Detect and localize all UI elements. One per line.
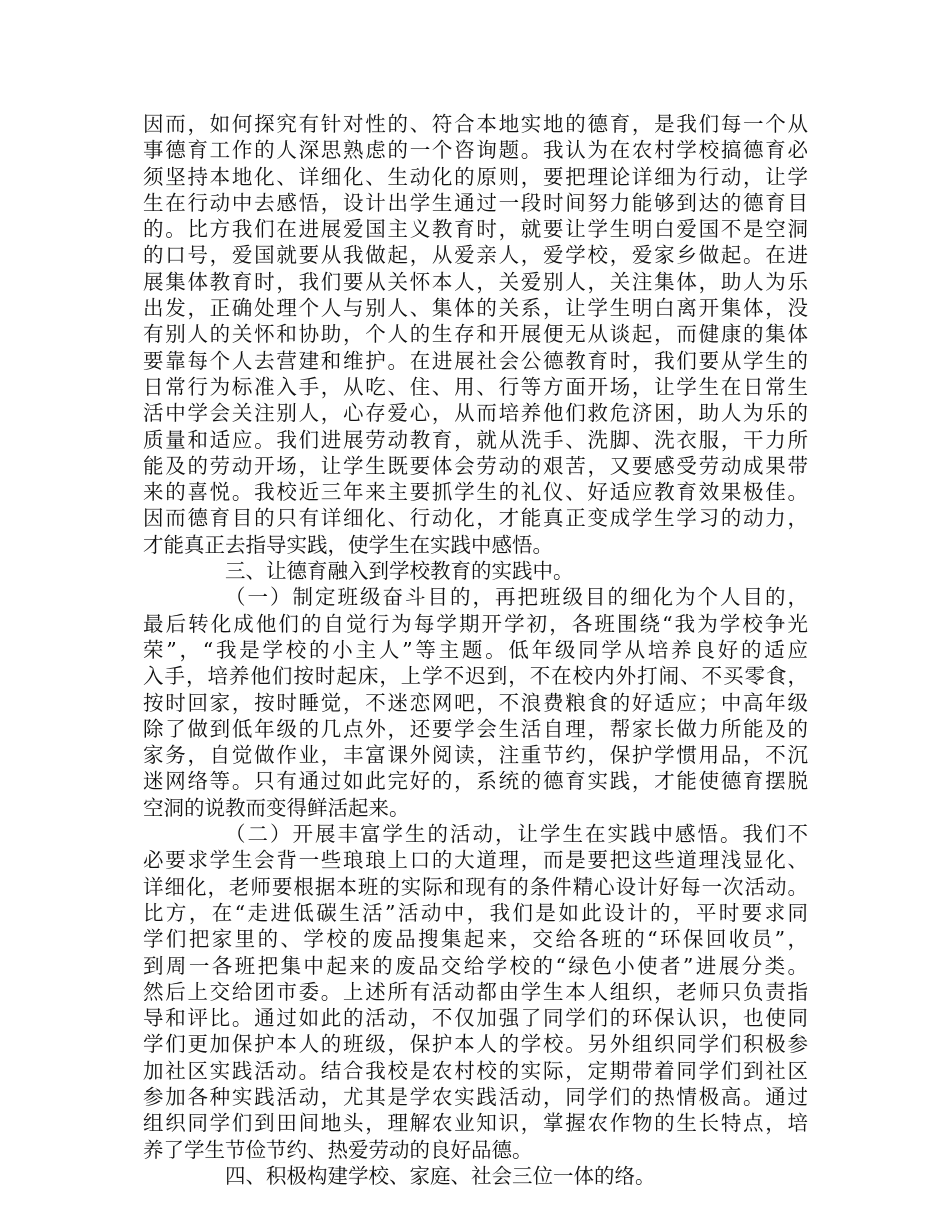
text-line: 的口号，爱国就要从我做起，从爱亲人，爱学校，爱家乡做起。在进 — [143, 243, 808, 268]
text-line: 质量和适应。我们进展劳动教育，就从洗手、洗脚、洗衣服，干力所 — [143, 427, 808, 452]
text-line: 活中学会关注别人，心存爱心，从而培养他们救危济困，助人为乐的 — [143, 401, 808, 426]
text-line: 导和评比。通过如此的活动，不仅加强了同学们的环保认识，也使同 — [143, 1006, 808, 1031]
text-line: 参加各种实践活动，尤其是学农实践活动，同学们的热情极高。通过 — [143, 1084, 808, 1109]
text-line: 出发，正确处理个人与别人、集体的关系，让学生明白离开集体，没 — [143, 296, 808, 321]
text-line: 详细化，老师要根据本班的实际和现有的条件精心设计好每一次活动。 — [143, 874, 808, 899]
text-line: 因而，如何探究有针对性的、符合本地实地的德育，是我们每一个从 — [143, 112, 808, 136]
text-line: 能及的劳动开场，让学生既要体会劳动的艰苦，又要感受劳动成果带 — [143, 453, 808, 478]
text-line: 最后转化成他们的自觉行为每学期开学初，各班围绕“我为学校争光 — [143, 611, 808, 636]
text-line: 迷网络等。只有通过如此完好的，系统的德育实践，才能使德育摆脱 — [143, 769, 808, 794]
subsection-heading: （二）开展丰富学生的活动，让学生在实践中感悟。我们不 — [225, 822, 808, 847]
section-heading: 四、积极构建学校、家庭、社会三位一体的络。 — [225, 1163, 656, 1188]
text-line: 加社区实践活动。结合我校是农村校的实际，定期带着同学们到社区 — [143, 1058, 808, 1083]
text-line: 须坚持本地化、详细化、生动化的原则，要把理论详细为行动，让学 — [143, 164, 808, 189]
text-line: 必要求学生会背一些琅琅上口的大道理，而是要把这些道理浅显化、 — [143, 848, 808, 873]
text-line: 入手，培养他们按时起床，上学不迟到，不在校内外打闹、不买零食， — [143, 664, 808, 689]
text-line: 空洞的说教而变得鲜活起来。 — [143, 795, 410, 820]
text-line: 的。比方我们在进展爱国主义教育时，就要让学生明白爱国不是空洞 — [143, 217, 808, 242]
text-line: 荣”，“我是学校的小主人”等主题。低年级同学从培养良好的适应 — [143, 637, 808, 662]
text-line: 然后上交给团市委。上述所有活动都由学生本人组织，老师只负责指 — [143, 979, 808, 1004]
text-line: 生在行动中去感悟，设计出学生通过一段时间努力能够到达的德育目 — [143, 190, 808, 215]
text-line: 有别人的关怀和协助，个人的生存和开展便无从谈起，而健康的集体 — [143, 322, 808, 347]
text-line: 因而德育目的只有详细化、行动化，才能真正变成学生学习的动力， — [143, 506, 808, 531]
text-line: 比方，在“走进低碳生活”活动中，我们是如此设计的，平时要求同 — [143, 900, 808, 925]
text-line: 要靠每个人去营建和维护。在进展社会公德教育时，我们要从学生的 — [143, 348, 808, 373]
text-line: 家务，自觉做作业，丰富课外阅读，注重节约，保护学惯用品，不沉 — [143, 743, 808, 768]
section-heading: 三、让德育融入到学校教育的实践中。 — [225, 559, 574, 584]
text-line: 养了学生节俭节约、热爱劳动的良好品德。 — [143, 1137, 533, 1162]
text-line: 除了做到低年级的几点外，还要学会生活自理，帮家长做力所能及的 — [143, 716, 808, 741]
text-line: 日常行为标准入手，从吃、住、用、行等方面开场，让学生在日常生 — [143, 374, 808, 399]
text-line: 展集体教育时，我们要从关怀本人，关爱别人，关注集体，助人为乐 — [143, 269, 808, 294]
text-line: 组织同学们到田间地头，理解农业知识，掌握农作物的生长特点，培 — [143, 1111, 808, 1136]
text-line: 按时回家，按时睡觉，不迷恋网吧，不浪费粮食的好适应；中高年级 — [143, 690, 808, 715]
subsection-heading: （一）制定班级奋斗目的，再把班级目的细化为个人目的， — [225, 585, 808, 610]
text-line: 事德育工作的人深思熟虑的一个咨询题。我认为在农村学校搞德育必 — [143, 138, 808, 163]
text-line: 学们更加保护本人的班级，保护本人的学校。另外组织同学们积极参 — [143, 1032, 808, 1057]
text-line: 到周一各班把集中起来的废品交给学校的“绿色小使者”进展分类。 — [143, 953, 808, 978]
text-line: 才能真正去指导实践，使学生在实践中感悟。 — [143, 532, 553, 557]
text-line: 学们把家里的、学校的废品搜集起来，交给各班的“环保回收员”， — [143, 927, 808, 952]
text-line: 来的喜悦。我校近三年来主要抓学生的礼仪、好适应教育效果极佳。 — [143, 480, 808, 505]
document-body — [143, 111, 808, 1189]
